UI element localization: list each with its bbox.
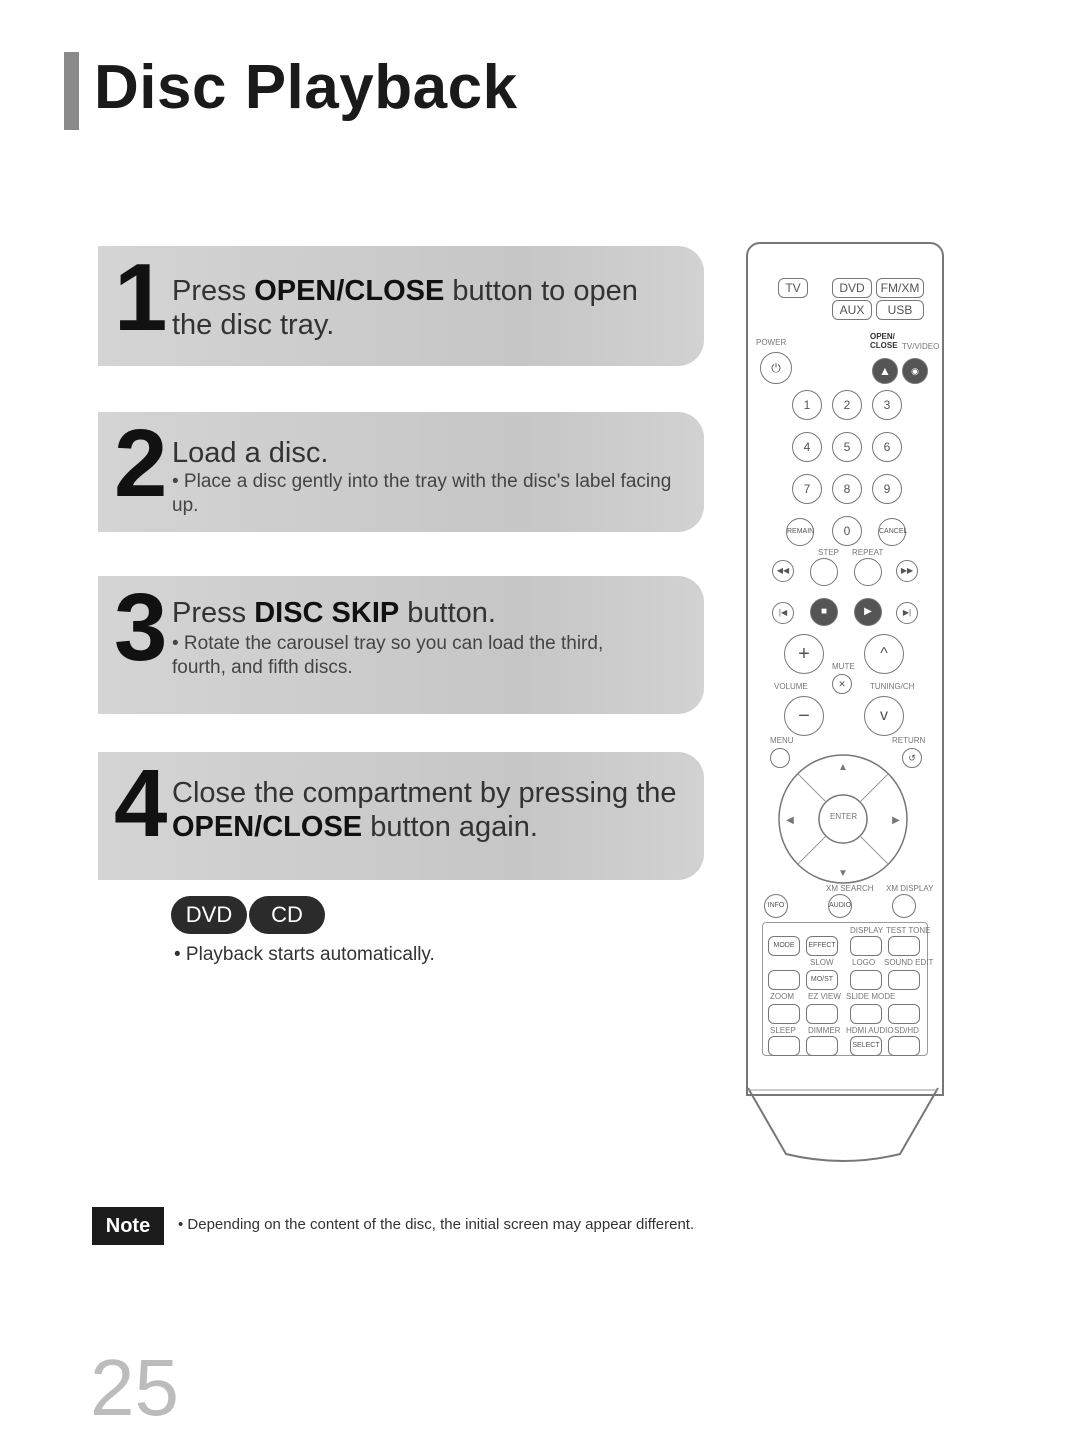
slide-mode-button[interactable] [850,1004,882,1024]
display-label: DISPLAY [850,926,884,935]
return-label: RETURN [892,736,926,745]
enter-label: ENTER [830,812,858,821]
step-heading [172,776,677,844]
step-heading [172,274,642,342]
sd-hd-button[interactable] [892,894,916,918]
display-button[interactable] [850,936,882,956]
tuning-up-button[interactable]: ^ [864,634,904,674]
step-3 [98,576,704,714]
usb-button[interactable]: USB [876,300,924,320]
number-key-6[interactable]: 6 [872,432,902,462]
return-button[interactable]: ↺ [902,748,922,768]
remain-button[interactable]: REMAIN [786,518,814,546]
volume-down-button[interactable]: − [784,696,824,736]
number-key-1[interactable]: 1 [792,390,822,420]
power-label: POWER [756,338,787,347]
sound-edit-label: SOUND EDIT [884,958,934,967]
repeat-label: REPEAT [852,548,884,557]
aux-button[interactable]: AUX [832,300,872,320]
slow-label: SLOW [810,958,834,967]
hdmi-audio-label: HDMI AUDIO [846,1026,894,1035]
xm-search-label: XM SEARCH [826,884,874,893]
info-button[interactable]: INFO [764,894,788,918]
step-text: Press [172,275,255,307]
dimmer-button[interactable] [806,1036,838,1056]
step-number: 2 [114,412,168,517]
step-line-1: Close the compartment by pressing the [172,777,677,809]
rewind-button[interactable]: ◀◀ [772,560,794,582]
step-label: STEP [818,548,839,557]
zoom-label: ZOOM [770,992,794,1001]
sd-hd-pill-button[interactable] [888,1036,920,1056]
sleep-label: SLEEP [770,1026,796,1035]
step-number: 4 [114,752,168,857]
test-tone-label: TEST TONE [886,926,931,935]
extra-button[interactable] [888,1004,920,1024]
slide-mode-label: SLIDE MODE [846,992,896,1001]
number-key-3[interactable]: 3 [872,390,902,420]
disc-type-badges [171,896,327,934]
volume-label: VOLUME [774,682,808,691]
page-number: 25 [90,1343,179,1432]
title-accent-bar [64,52,79,130]
svg-text:◀: ◀ [786,815,794,826]
step-number: 3 [114,576,168,681]
next-button[interactable]: ▶| [896,602,918,624]
mo-st-button[interactable]: MO/ST [806,970,838,990]
tuning-label: TUNING/CH [870,682,915,691]
repeat-button[interactable] [854,558,882,586]
sleep-button[interactable] [768,1036,800,1056]
step-2 [98,412,704,532]
logo-label: LOGO [852,958,876,967]
dvd-badge: DVD [171,896,247,934]
note-text: • Depending on the content of the disc, the initial screen may appear different. [178,1216,695,1233]
zoom-button[interactable] [768,1004,800,1024]
open-close-label: OPEN/ CLOSE [870,332,898,350]
mute-label: MUTE [832,662,855,671]
step-heading [172,596,496,630]
svg-text:▼: ▼ [838,868,848,879]
step-1 [98,246,704,366]
step-key-name: OPEN/CLOSE [254,275,445,307]
step-button[interactable] [810,558,838,586]
tv-video-label: TV/VIDEO [902,342,940,351]
number-key-2[interactable]: 2 [832,390,862,420]
volume-up-button[interactable]: + [784,634,824,674]
dimmer-label: DIMMER [808,1026,841,1035]
select-button[interactable]: SELECT [850,1036,882,1056]
effect-button[interactable]: EFFECT [806,936,838,956]
fast-forward-button[interactable]: ▶▶ [896,560,918,582]
sound-edit-button[interactable] [888,970,920,990]
step-heading: Load a disc. [172,437,329,469]
play-pause-button[interactable]: ▶ [854,598,882,626]
power-button[interactable]: ⏻ [760,352,792,384]
step-4 [98,752,704,880]
logo-button[interactable] [850,970,882,990]
tuning-down-button[interactable]: v [864,696,904,736]
stop-button[interactable]: ■ [810,598,838,626]
tv-button[interactable]: TV [778,278,808,298]
dvd-button[interactable]: DVD [832,278,872,298]
step-text: button to open the disc tray. [172,275,638,341]
open-close-button[interactable]: ▲ [872,358,898,384]
number-key-9[interactable]: 9 [872,474,902,504]
step-text: button. [399,597,496,629]
step-detail: • Rotate the carousel tray so you can load the third, fourth, and fifth discs. [172,633,604,678]
number-key-0[interactable]: 0 [832,516,862,546]
fm-xm-button[interactable]: FM/XM [876,278,924,298]
step-line-2 [172,810,677,844]
xm-display-label: XM DISPLAY [886,884,934,893]
playback-bullet: • Playback starts automatically. [174,944,435,965]
prev-button[interactable]: |◀ [772,602,794,624]
ez-view-button[interactable] [806,1004,838,1024]
mode-button[interactable]: MODE [768,936,800,956]
svg-text:▲: ▲ [838,762,848,773]
step-detail: • Place a disc gently into the tray with the disc's label facing up. [172,471,672,516]
menu-label: MENU [770,736,794,745]
disc-skip-button[interactable]: ◉ [902,358,928,384]
tuning-mode-button[interactable] [768,970,800,990]
step-text: Press [172,597,255,629]
number-key-4[interactable]: 4 [792,432,822,462]
cancel-button[interactable]: CANCEL [878,518,906,546]
step-number: 1 [114,246,168,351]
number-key-8[interactable]: 8 [832,474,862,504]
step-key-name: DISC SKIP [254,597,400,629]
note-label: Note [92,1207,164,1245]
cd-badge: CD [249,896,325,934]
step-text: button again. [362,811,538,843]
audio-button[interactable]: AUDIO [828,894,852,918]
ez-view-label: EZ VIEW [808,992,841,1001]
sd-hd-label: SD/HD [894,1026,919,1035]
number-key-5[interactable]: 5 [832,432,862,462]
svg-text:▶: ▶ [892,815,900,826]
mute-button[interactable]: ✕ [832,674,852,694]
remote-control [746,242,940,1162]
test-tone-button[interactable] [888,936,920,956]
number-key-7[interactable]: 7 [792,474,822,504]
page-title: Disc Playback [94,53,518,122]
step-key-name: OPEN/CLOSE [172,811,363,843]
